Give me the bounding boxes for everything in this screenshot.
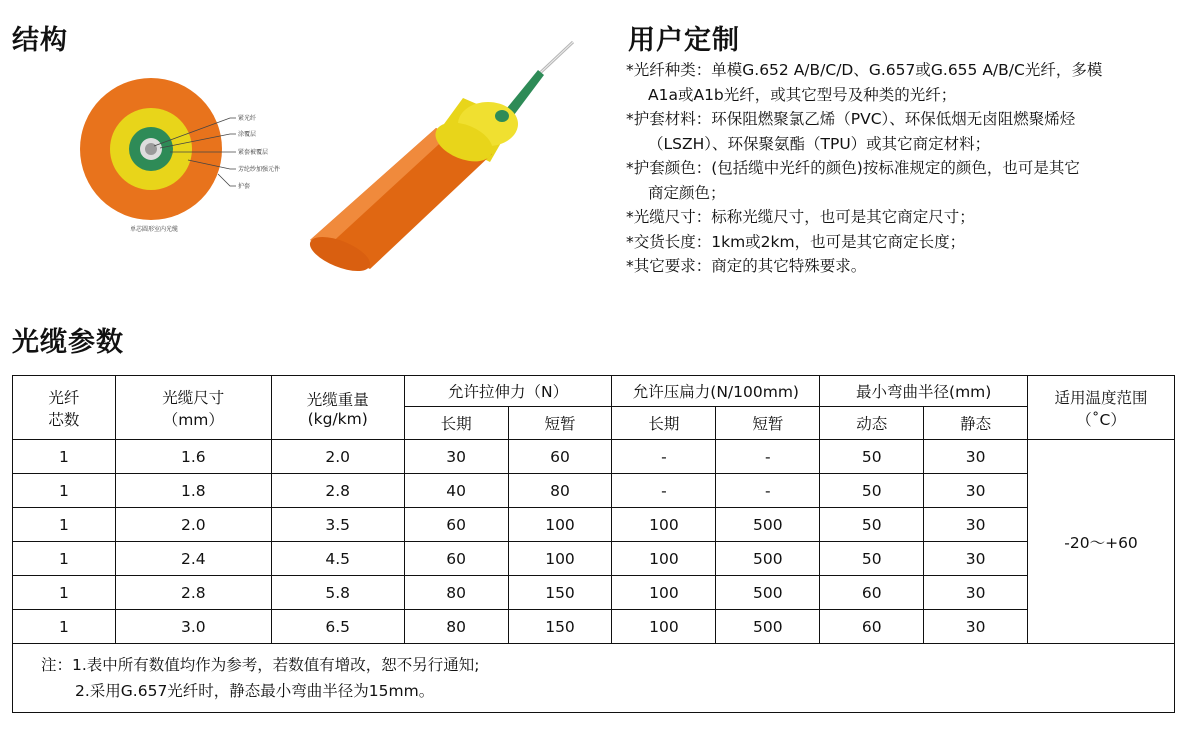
label-coating: 涂覆层 — [238, 131, 257, 138]
table-cell: 50 — [820, 542, 924, 576]
table-cell: 150 — [508, 576, 612, 610]
custom-item-length: *交货长度：1km或2km，也可是其它商定长度； — [626, 232, 966, 251]
custom-item-size: *光缆尺寸：标称光缆尺寸，也可是其它商定尺寸； — [626, 208, 975, 226]
table-cell: 1 — [13, 610, 116, 644]
table-cell: 100 — [612, 610, 716, 644]
table-header-row — [13, 376, 1175, 407]
col-bend: 最小弯曲半径(mm) — [820, 376, 1028, 407]
table-cell: 30 — [924, 610, 1028, 644]
cross-section-caption: 单芯圆形室内光缆 — [130, 226, 179, 233]
table-cell: 2.4 — [115, 542, 271, 576]
col-tensile: 允许拉伸力（N） — [404, 376, 612, 407]
customization-list — [626, 58, 1186, 279]
label-aramid: 芳纶纱加强元件 — [238, 166, 281, 173]
note-line-1: 注：1.表中所有数值均作为参考，若数值有增改，恕不另行通知; — [41, 656, 480, 674]
table-cell: 80 — [508, 474, 612, 508]
subcol-crush-short: 短暂 — [716, 407, 820, 440]
notes-row — [13, 644, 1175, 713]
table-cell: 2.8 — [115, 576, 271, 610]
cable-illustration — [70, 38, 600, 283]
table-cell: 1 — [13, 508, 116, 542]
table-cell: 30 — [924, 508, 1028, 542]
col-diameter: 光缆尺寸 （mm） — [115, 376, 271, 440]
table-cell: 50 — [820, 474, 924, 508]
table-row — [13, 440, 1175, 474]
table-cell: 100 — [612, 542, 716, 576]
table-row — [13, 474, 1175, 508]
table-cell: 1 — [13, 474, 116, 508]
table-cell: - — [612, 440, 716, 474]
table-row — [13, 542, 1175, 576]
table-cell: 100 — [612, 576, 716, 610]
subcol-bend-dynamic: 动态 — [820, 407, 924, 440]
table-cell: - — [716, 440, 820, 474]
table-cell: 100 — [508, 542, 612, 576]
custom-item-fiber-type: *光纤种类：单模G.652 A/B/C/D、G.657或G.655 A/B/C光纤，多模 A1a或A1b光纤，或其它型号及种类的光纤； — [626, 61, 1103, 104]
table-cell: 1 — [13, 542, 116, 576]
table-cell: 50 — [820, 508, 924, 542]
table-cell: 60 — [404, 508, 508, 542]
table-cell: 60 — [508, 440, 612, 474]
label-fiber: 紧光纤 — [238, 115, 257, 122]
table-cell: 100 — [612, 508, 716, 542]
table-cell: 60 — [820, 610, 924, 644]
table-cell: 30 — [404, 440, 508, 474]
table-cell: 5.8 — [271, 576, 404, 610]
table-cell: 40 — [404, 474, 508, 508]
label-jacket: 护套 — [238, 183, 251, 190]
table-row — [13, 508, 1175, 542]
subcol-tensile-short: 短暂 — [508, 407, 612, 440]
table-cell: 1.6 — [115, 440, 271, 474]
parameters-table — [12, 375, 1175, 713]
subcol-crush-long: 长期 — [612, 407, 716, 440]
table-cell: 2.0 — [271, 440, 404, 474]
table-cell: - — [612, 474, 716, 508]
custom-item-jacket-color: *护套颜色：(包括缆中光纤的颜色)按标准规定的颜色，也可是其它 商定颜色； — [626, 159, 1080, 202]
table-cell: 80 — [404, 576, 508, 610]
cross-section-fiber — [145, 143, 157, 155]
table-cell: 1 — [13, 576, 116, 610]
table-cell: 150 — [508, 610, 612, 644]
table-cell: 500 — [716, 542, 820, 576]
subcol-tensile-long: 长期 — [404, 407, 508, 440]
cable-3d — [305, 42, 573, 278]
table-cell: 30 — [924, 542, 1028, 576]
table-cell: 50 — [820, 440, 924, 474]
col-crush: 允许压扁力(N/100mm) — [612, 376, 820, 407]
customization-heading: 用户定制 — [628, 25, 740, 56]
table-cell: 500 — [716, 508, 820, 542]
table-cell: 2.8 — [271, 474, 404, 508]
col-fiber-count: 光纤 芯数 — [13, 376, 116, 440]
cable-drawing — [70, 38, 600, 283]
table-cell: 30 — [924, 576, 1028, 610]
table-cell: 500 — [716, 610, 820, 644]
table-notes — [13, 644, 1175, 713]
table-cell: 3.0 — [115, 610, 271, 644]
custom-item-jacket-material: *护套材料：环保阻燃聚氯乙烯（PVC）、环保低烟无卤阻燃聚烯烃 （LSZH）、环保聚氨酯（TPU）或其它商定材料； — [626, 110, 1076, 153]
table-cell: 80 — [404, 610, 508, 644]
table-cell: 30 — [924, 440, 1028, 474]
subcol-bend-static: 静态 — [924, 407, 1028, 440]
table-cell: 1 — [13, 440, 116, 474]
table-cell: 500 — [716, 576, 820, 610]
table-row — [13, 610, 1175, 644]
parameters-heading: 光缆参数 — [12, 327, 124, 358]
table-cell: 60 — [820, 576, 924, 610]
note-line-2: 2.采用G.657光纤时，静态最小弯曲半径为15mm。 — [75, 682, 435, 700]
col-weight: 光缆重量 (kg/km) — [271, 376, 404, 440]
custom-item-other: *其它要求：商定的其它特殊要求。 — [626, 257, 867, 275]
col-temperature: 适用温度范围 （˚C） — [1028, 376, 1175, 440]
table-row — [13, 576, 1175, 610]
table-cell: - — [716, 474, 820, 508]
table-cell: 6.5 — [271, 610, 404, 644]
table-cell: 100 — [508, 508, 612, 542]
table-cell: 4.5 — [271, 542, 404, 576]
table-cell: 3.5 — [271, 508, 404, 542]
structure-heading: 结构 — [12, 25, 68, 56]
label-tight-buffer: 紧套被覆层 — [238, 149, 269, 156]
temperature-range-cell: -20～+60 — [1028, 440, 1175, 644]
table-cell: 60 — [404, 542, 508, 576]
table-cell: 1.8 — [115, 474, 271, 508]
table-cell: 30 — [924, 474, 1028, 508]
table-cell: 2.0 — [115, 508, 271, 542]
